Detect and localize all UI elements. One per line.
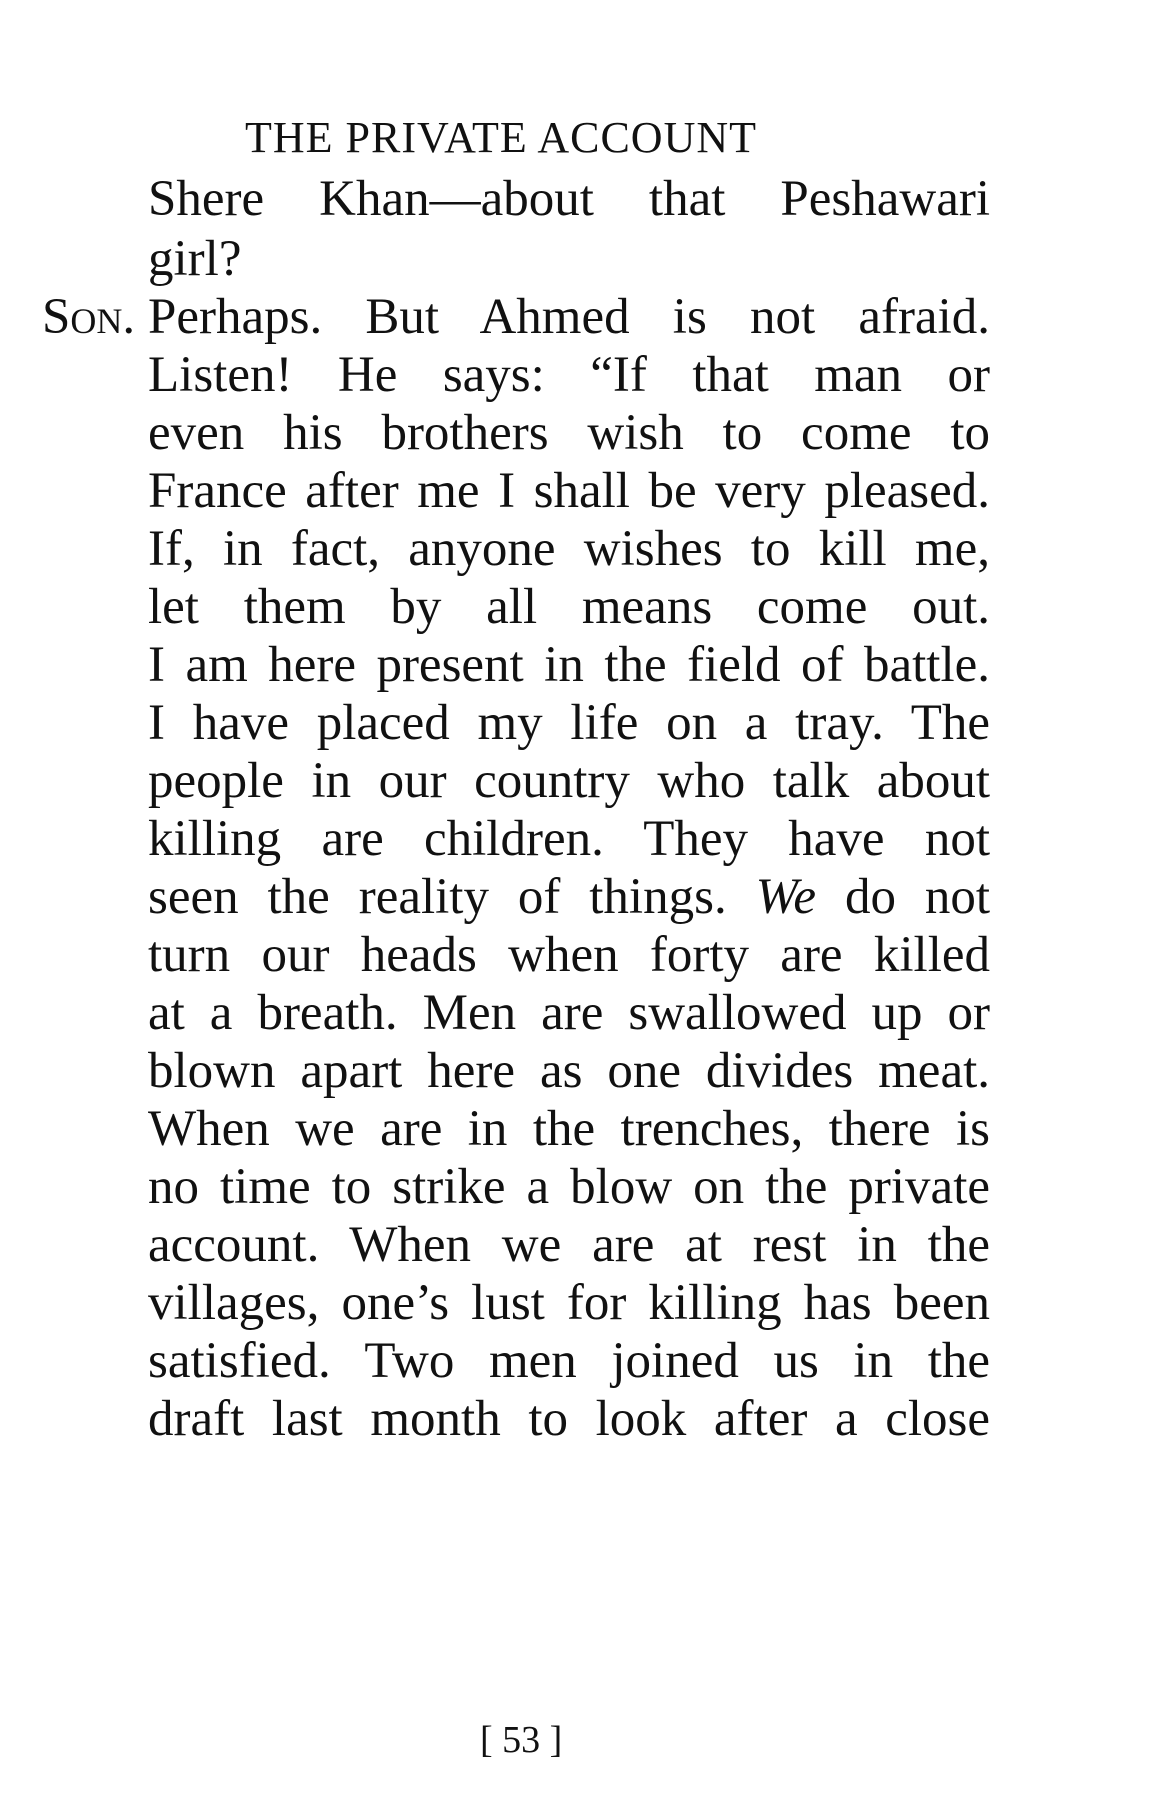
text-line: Shere Khan—about that Peshawari — [148, 171, 990, 227]
text-line: blown apart here as one divides meat. — [148, 1043, 990, 1099]
italic-word: We — [755, 869, 817, 925]
text-line: If, in fact, anyone wishes to kill me, — [148, 521, 990, 577]
text-line: at a breath. Men are swallowed up or — [148, 985, 990, 1041]
text-line: I am here present in the field of battle. — [148, 637, 990, 693]
text-line: France after me I shall be very pleased. — [148, 463, 990, 519]
text-line: account. When we are at rest in the — [148, 1217, 990, 1273]
text-line: turn our heads when forty are killed — [148, 927, 990, 983]
text-line: villages, one’s lust for killing has been — [148, 1275, 990, 1331]
text-line: girl? — [148, 231, 242, 287]
text-line: people in our country who talk about — [148, 753, 990, 809]
text-line: Listen! He says: “If that man or — [148, 347, 990, 403]
text-line-italic — [148, 868, 990, 928]
text-line: killing are children. They have not — [148, 811, 990, 867]
page-number: [ 53 ] — [480, 1719, 563, 1761]
speaker-name: Son. — [42, 289, 136, 345]
text-line: even his brothers wish to come to — [148, 405, 990, 461]
text-line: Perhaps. But Ahmed is not afraid. — [148, 289, 990, 345]
text-line: no time to strike a blow on the private — [148, 1159, 990, 1215]
text-line: draft last month to look after a close — [148, 1391, 990, 1447]
running-head: THE PRIVATE ACCOUNT — [245, 113, 758, 162]
text-segment: seen the reality of things. — [148, 869, 727, 925]
text-segment: do not — [844, 869, 991, 925]
text-line: let them by all means come out. — [148, 579, 990, 635]
text-line: When we are in the trenches, there is — [148, 1101, 990, 1157]
text-line: I have placed my life on a tray. The — [148, 695, 990, 751]
text-line: satisfied. Two men joined us in the — [148, 1333, 990, 1389]
